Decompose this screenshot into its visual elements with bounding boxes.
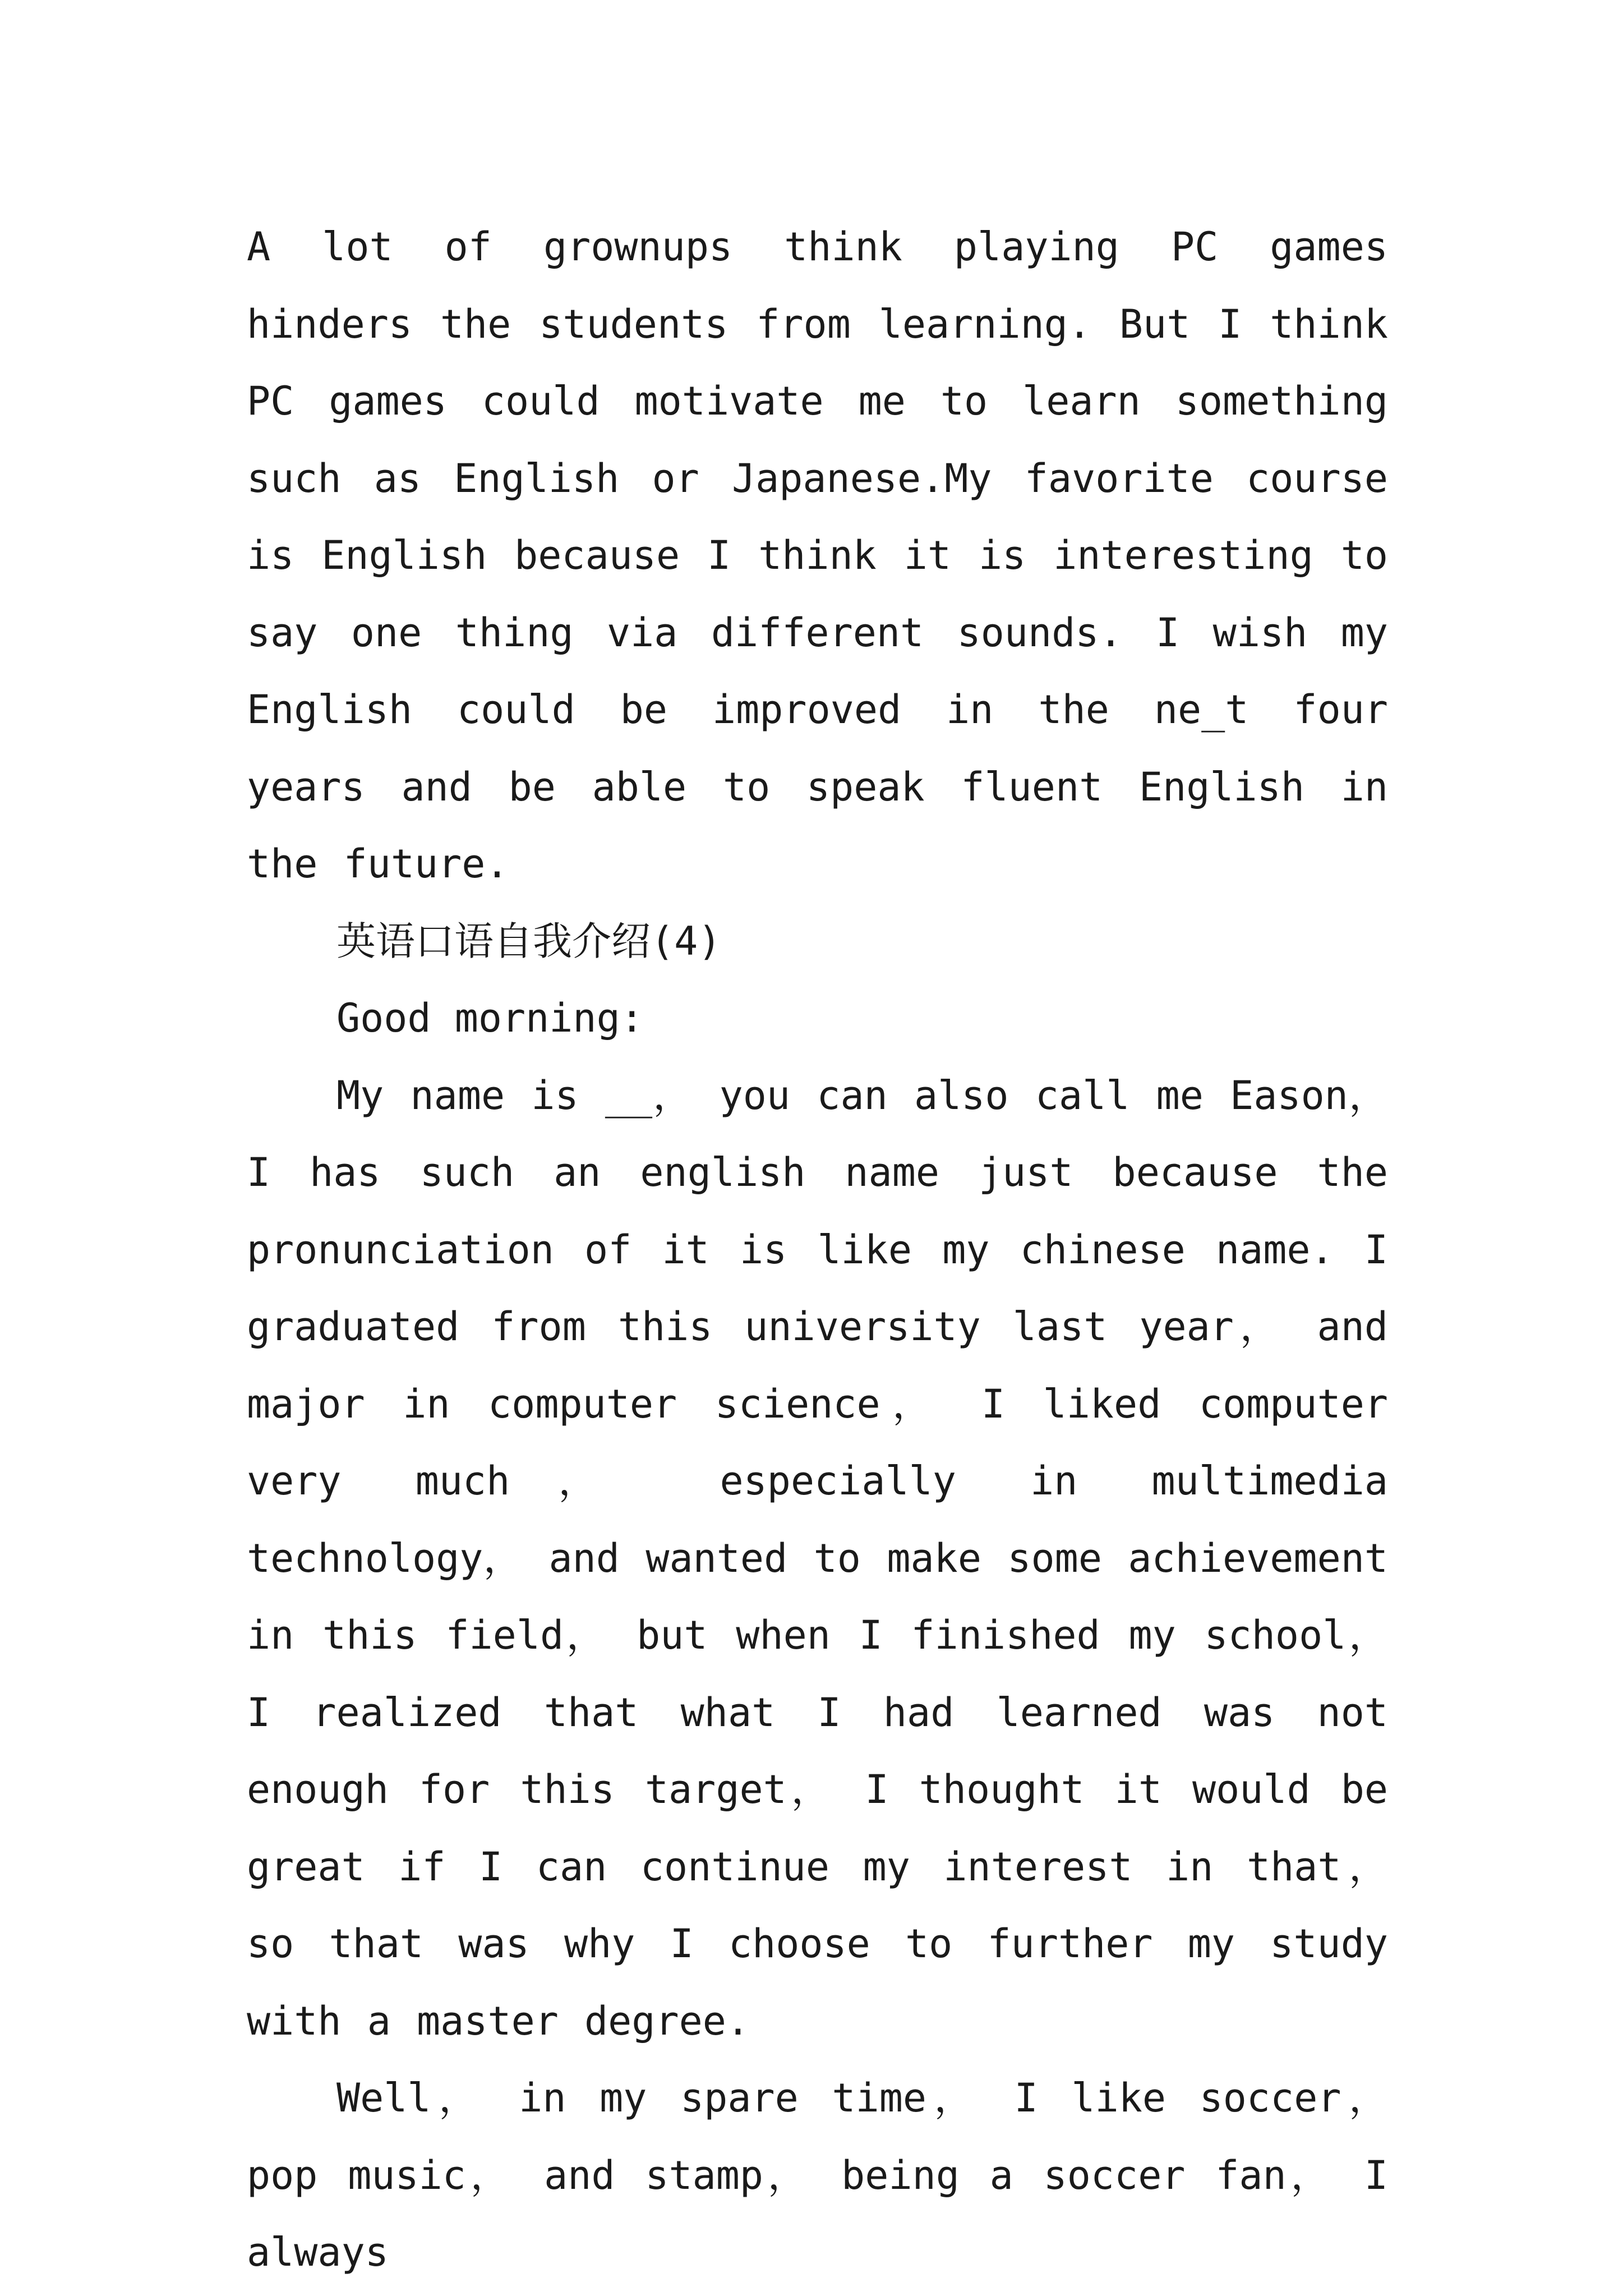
paragraph-hobbies: Well， in my spare time， I like soccer， pop music， and stamp， being a soccer fan， I always xyxy=(247,2075,1388,2275)
paragraph-pc-games: A lot of grownups think playing PC games hinders the students from learning. But I think PC games could motivate me to learn something such as English or Japanese.My favorite course is English because I think it is interesting to say one thing via different sounds. I wish my English could be improved in the ne_t four years and be able to speak fluent English in the future. xyxy=(247,224,1388,887)
paragraph-introduction: My name is __， you can also call me Eason，I has such an english name just because the pronunciation of it is like my chinese name. I graduated from this university last year， and major in computer science， I liked computer very much， especially in multimedia technology， and wanted to make some achievement in this field， but when I finished my school， I realized that what I had learned was not enough for this target， I thought it would be great if I can continue my interest in that， so that was why I choose to further my study with a master degree. xyxy=(247,1072,1388,2044)
document-body xyxy=(247,209,1388,2292)
greeting-line: Good morning: xyxy=(336,995,644,1041)
section-title: 英语口语自我介绍(4) xyxy=(336,918,722,964)
